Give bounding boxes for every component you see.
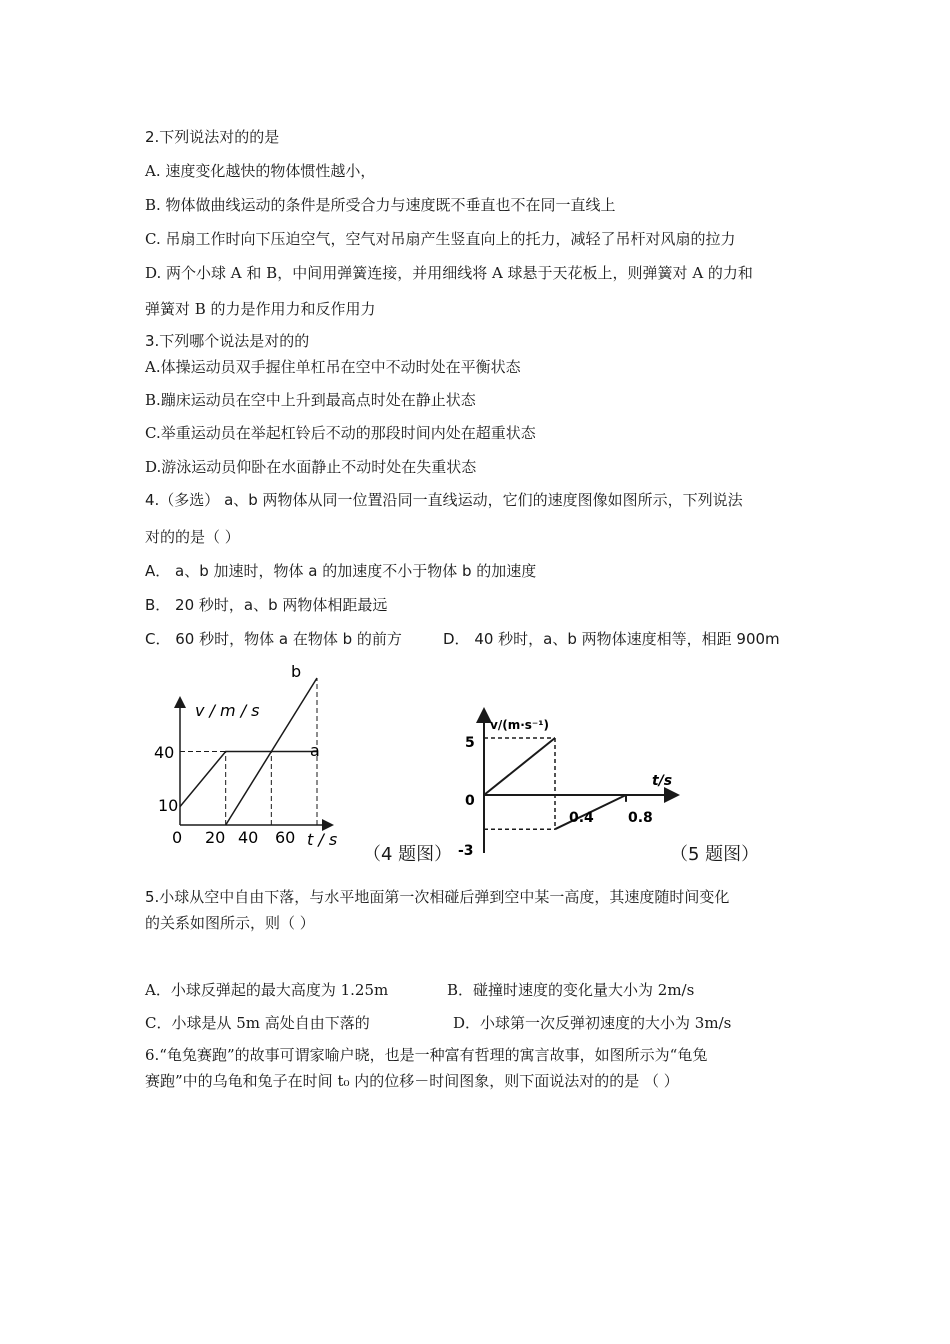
q3-option-c: C.举重运动员在举起杠铃后不动的那段时间内处在超重状态 xyxy=(145,424,536,442)
q3-option-d: D.游泳运动员仰卧在水面静止不动时处在失重状态 xyxy=(145,458,477,476)
fig4-x-tick: 60 xyxy=(275,828,296,847)
fig5-x-tick: 0.8 xyxy=(628,810,653,826)
q5-option-c: C．小球是从 5m 高处自由下落的 xyxy=(145,1014,370,1032)
fig5-y-tick: -3 xyxy=(458,843,474,859)
q3-stem: 3.下列哪个说法是对的的 xyxy=(145,332,310,350)
q2-option-d-line1: D. 两个小球 A 和 B，中间用弹簧连接，并用细线将 A 球悬于天花板上，则弹簧对 A 的力和 xyxy=(145,264,753,282)
q2-stem: 2.下列说法对的的是 xyxy=(145,128,280,146)
fig4-y-tick: 40 xyxy=(154,743,175,762)
figure-4-velocity-graph xyxy=(150,660,350,860)
q4-option-d: D． 40 秒时，a、b 两物体速度相等，相距 900m xyxy=(443,630,780,648)
q6-stem-line2: 赛跑”中的乌龟和兔子在时间 t₀ 内的位移－时间图象，则下面说法对的的是 （ ） xyxy=(145,1072,679,1090)
q5-option-d: D．小球第一次反弹初速度的大小为 3m/s xyxy=(453,1014,732,1032)
q6-stem-line1: 6.“龟兔赛跑”的故事可谓家喻户晓，也是一种富有哲理的寓言故事，如图所示为“龟兔 xyxy=(145,1046,708,1064)
fig5-y-tick: 5 xyxy=(465,735,475,751)
q3-option-b: B.蹦床运动员在空中上升到最高点时处在静止状态 xyxy=(145,391,476,409)
figure-5-velocity-graph xyxy=(450,705,680,865)
q3-option-a: A.体操运动员双手握住单杠吊在空中不动时处在平衡状态 xyxy=(145,358,521,376)
figure-5-caption: （5 题图） xyxy=(670,844,760,865)
q2-option-d-line2: 弹簧对 B 的力是作用力和反作用力 xyxy=(145,300,376,318)
q5-stem-line2: 的关系如图所示，则（ ） xyxy=(145,914,315,932)
q5-option-a: A．小球反弹起的最大高度为 1.25m xyxy=(145,981,389,999)
fig4-y-axis-label: v / m / s xyxy=(195,701,260,720)
fig4-x-tick: 0 xyxy=(172,828,183,847)
fig4-series-label-a: a xyxy=(310,741,320,760)
q5-option-b: B．碰撞时速度的变化量大小为 2m/s xyxy=(447,981,695,999)
fig4-x-tick: 20 xyxy=(205,828,226,847)
fig4-series-a-line xyxy=(180,752,317,807)
q4-option-c: C． 60 秒时，物体 a 在物体 b 的前方 xyxy=(145,630,402,648)
q2-option-c: C. 吊扇工作时向下压迫空气，空气对吊扇产生竖直向上的托力，减轻了吊杆对风扇的拉力 xyxy=(145,230,736,248)
fig5-x-axis-label: t/s xyxy=(652,773,673,789)
q4-stem-line1: 4.（多选） a、b 两物体从同一位置沿同一直线运动，它们的速度图像如图所示，下列说法 xyxy=(145,491,743,509)
q4-stem-line2: 对的的是（ ） xyxy=(145,528,240,546)
fig4-x-tick: 40 xyxy=(238,828,259,847)
fig4-series-label-b: b xyxy=(291,662,302,681)
fig5-y-tick: 0 xyxy=(465,793,475,809)
fig4-y-tick: 10 xyxy=(158,796,179,815)
q2-option-b: B. 物体做曲线运动的条件是所受合力与速度既不垂直也不在同一直线上 xyxy=(145,196,616,214)
fig5-segment-1 xyxy=(484,738,555,795)
fig4-x-axis-label: t / s xyxy=(307,830,338,849)
figure-4-caption: （4 题图） xyxy=(363,844,453,865)
q2-option-a: A. 速度变化越快的物体惯性越小， xyxy=(145,162,376,180)
q4-option-a: A． a、b 加速时，物体 a 的加速度不小于物体 b 的加速度 xyxy=(145,562,537,580)
fig5-y-axis-label: v/(m·s⁻¹) xyxy=(490,718,549,732)
q4-option-b: B． 20 秒时，a、b 两物体相距最远 xyxy=(145,596,388,614)
fig5-x-tick: 0.4 xyxy=(569,810,594,826)
q5-stem-line1: 5.小球从空中自由下落，与水平地面第一次相碰后弹到空中某一高度，其速度随时间变化 xyxy=(145,888,730,906)
